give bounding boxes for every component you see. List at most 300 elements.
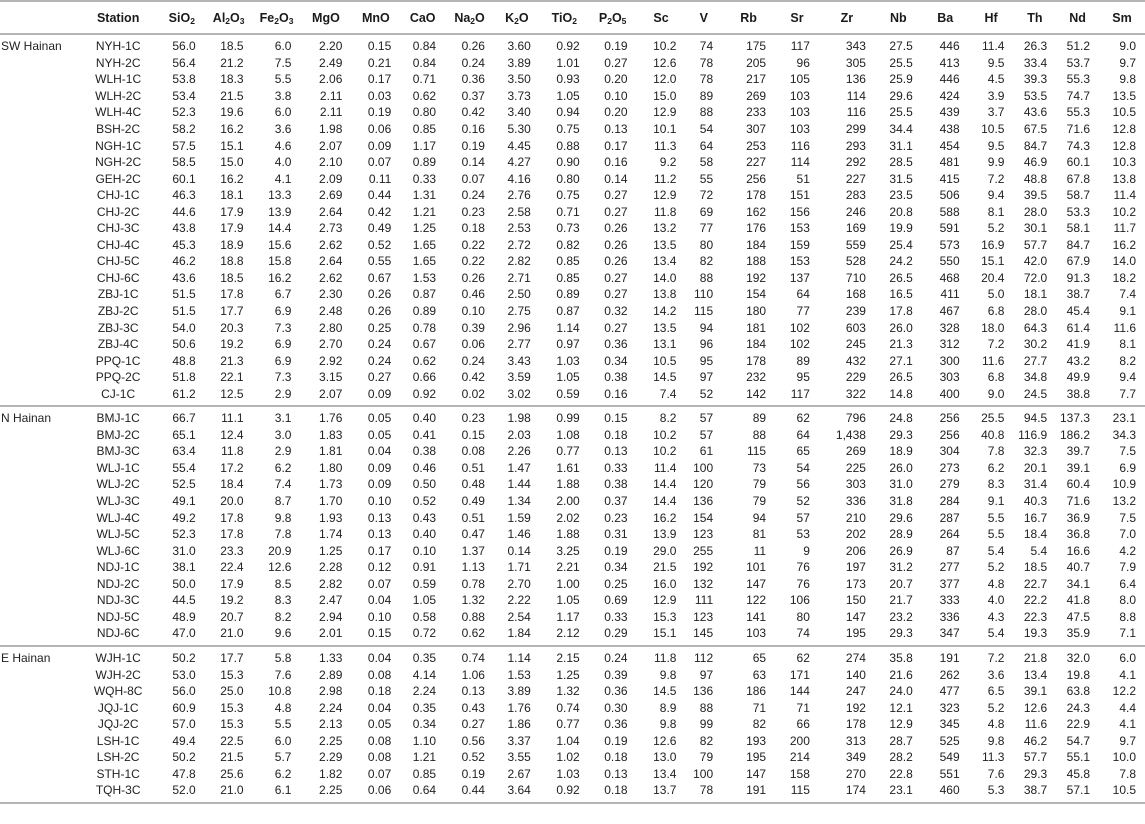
- value-cell: 47.5: [1066, 609, 1091, 624]
- value-cell: 57.5: [172, 138, 196, 153]
- value-cell: 1.25: [319, 543, 343, 558]
- value-cell: 227: [746, 155, 767, 170]
- value-cell: 0.26: [604, 254, 628, 269]
- value-cell: 227: [845, 171, 866, 186]
- value-cell: 55.1: [1066, 750, 1091, 765]
- value-cell: 76: [796, 560, 810, 575]
- value-cell: 147: [746, 766, 767, 781]
- station-cell: BSH-2C: [96, 122, 141, 136]
- value-cell: 3.89: [507, 684, 531, 699]
- value-cell: 0.52: [412, 494, 437, 509]
- value-cell: 11.4: [654, 460, 677, 475]
- value-cell: 94: [699, 320, 714, 335]
- table-row: [0, 170, 1145, 187]
- value-cell: 2.24: [412, 684, 437, 699]
- value-cell: 2.00: [556, 494, 580, 509]
- value-cell: 50.2: [172, 650, 196, 665]
- station-cell: PPQ-1C: [95, 353, 141, 368]
- value-cell: 0.92: [556, 39, 580, 54]
- value-cell: 0.19: [604, 543, 628, 558]
- value-cell: 2.82: [319, 576, 343, 591]
- value-cell: 7.2: [987, 171, 1005, 186]
- value-cell: 3.55: [507, 750, 531, 765]
- value-cell: 10.1: [653, 122, 677, 136]
- value-cell: 305: [845, 55, 866, 70]
- value-cell: 0.13: [604, 766, 628, 781]
- value-cell: 22.3: [1023, 609, 1048, 624]
- value-cell: 1.10: [412, 733, 437, 748]
- value-cell: 345: [939, 717, 960, 732]
- value-cell: 1.65: [412, 237, 437, 252]
- value-cell: 54: [699, 122, 714, 136]
- value-cell: 53.3: [1066, 204, 1091, 219]
- value-cell: 16.6: [1066, 543, 1091, 558]
- value-cell: 255: [693, 543, 714, 558]
- value-cell: 0.30: [604, 700, 628, 715]
- column-header: MgO: [300, 1, 351, 34]
- table-header-row: [0, 1, 1145, 34]
- value-cell: 0.24: [604, 650, 628, 665]
- value-cell: 0.42: [367, 204, 392, 219]
- value-cell: 34.8: [1023, 370, 1048, 385]
- value-cell: 50.2: [172, 750, 196, 765]
- value-cell: 347: [922, 625, 969, 646]
- table-row: [0, 683, 1145, 700]
- region-cell: [0, 154, 77, 171]
- value-cell: 0.94: [556, 105, 580, 120]
- value-cell: 40.3: [1023, 494, 1048, 509]
- value-cell: 22.2: [1023, 593, 1048, 608]
- value-cell: 312: [939, 337, 960, 352]
- station-cell: WLH-4C: [95, 105, 142, 120]
- value-cell: 36.8: [1066, 527, 1091, 542]
- value-cell: 3.0: [274, 427, 292, 442]
- column-header: Th: [1013, 1, 1056, 34]
- value-cell: 0.97: [556, 337, 580, 352]
- station-cell: CJ-1C: [77, 385, 158, 406]
- table-row: [0, 732, 1145, 749]
- value-cell: 7.0: [1119, 527, 1136, 542]
- value-cell: 23.3: [220, 543, 244, 558]
- value-cell: 4.14: [412, 667, 437, 682]
- value-cell: 1.53: [412, 270, 437, 285]
- value-cell: 2.25: [319, 733, 343, 748]
- value-cell: 0.17: [367, 543, 392, 558]
- value-cell: 2.28: [319, 560, 343, 575]
- value-cell: 14.4: [653, 477, 677, 492]
- value-cell: 12.6: [653, 733, 677, 748]
- table-row: [0, 303, 1145, 320]
- value-cell: 1.21: [412, 204, 437, 219]
- value-cell: 22.8: [889, 766, 913, 781]
- value-cell: 39.5: [1023, 188, 1048, 203]
- value-cell: 4.4: [1119, 700, 1136, 715]
- value-cell: 13.8: [1112, 171, 1136, 186]
- value-cell: 0.26: [604, 221, 628, 236]
- value-cell: 0.34: [604, 560, 628, 575]
- value-cell: 88: [699, 105, 714, 120]
- value-cell: 0.82: [556, 237, 580, 252]
- value-cell: 206: [845, 543, 866, 558]
- value-cell: 4.1: [1119, 717, 1136, 732]
- value-cell: 28.7: [889, 733, 913, 748]
- value-cell: 100: [693, 766, 714, 781]
- value-cell: 11.6: [1113, 320, 1136, 335]
- value-cell: 116: [846, 105, 866, 120]
- value-cell: 33.4: [1023, 55, 1048, 70]
- value-cell: 31.1: [889, 138, 913, 153]
- value-cell: 1.14: [556, 320, 580, 335]
- value-cell: 0.64: [400, 782, 445, 803]
- value-cell: 12.6: [653, 55, 677, 70]
- value-cell: 115: [746, 444, 767, 459]
- value-cell: 377: [939, 576, 960, 591]
- value-cell: 0.85: [556, 270, 580, 285]
- value-cell: 147: [845, 609, 866, 624]
- value-cell: 3.50: [507, 72, 531, 87]
- value-cell: 460: [922, 782, 969, 803]
- value-cell: 0.07: [367, 766, 392, 781]
- value-cell: 28.0: [1023, 204, 1048, 219]
- value-cell: 6.4: [1119, 576, 1136, 591]
- value-cell: 1.47: [507, 460, 531, 475]
- value-cell: 23.1: [1112, 411, 1136, 426]
- value-cell: 4.0: [987, 593, 1005, 608]
- value-cell: 11.4: [981, 39, 1005, 54]
- value-cell: 16.2: [220, 171, 244, 186]
- station-cell: ZBJ-3C: [97, 320, 139, 335]
- value-cell: 123: [693, 609, 714, 624]
- value-cell: 0.08: [367, 733, 392, 748]
- value-cell: 0.36: [604, 717, 628, 732]
- value-cell: 2.82: [507, 254, 531, 269]
- value-cell: 77: [796, 304, 810, 319]
- value-cell: 0.33: [412, 171, 437, 186]
- value-cell: 115: [775, 782, 819, 803]
- value-cell: 0.89: [412, 155, 437, 170]
- value-cell: 1.98: [507, 411, 531, 426]
- value-cell: 0.92: [540, 782, 589, 803]
- value-cell: 303: [845, 477, 866, 492]
- region-cell: [0, 699, 77, 716]
- value-cell: 74: [775, 625, 819, 646]
- value-cell: 0.25: [367, 320, 392, 335]
- value-cell: 21.7: [889, 593, 913, 608]
- value-cell: 178: [746, 353, 767, 368]
- value-cell: 17.7: [220, 650, 244, 665]
- value-cell: 247: [845, 684, 866, 699]
- value-cell: 16.2: [268, 270, 292, 285]
- station-cell: LSH-1C: [96, 733, 140, 748]
- value-cell: 17.7: [220, 304, 244, 319]
- value-cell: 1.03: [556, 766, 580, 781]
- value-cell: 178: [845, 717, 866, 732]
- value-cell: 269: [746, 88, 767, 103]
- value-cell: 100: [693, 460, 714, 475]
- column-header: $Fe_2O_3$: [253, 1, 301, 34]
- value-cell: 184: [746, 237, 767, 252]
- value-cell: 292: [845, 155, 866, 170]
- station-cell: NDJ-3C: [96, 593, 140, 608]
- value-cell: 24.5: [1013, 385, 1056, 406]
- table-row: [0, 646, 1145, 667]
- station-cell: WLJ-4C: [96, 510, 140, 525]
- value-cell: 1.59: [507, 510, 531, 525]
- value-cell: 1.25: [412, 221, 437, 236]
- value-cell: 29.0: [653, 543, 677, 558]
- value-cell: 0.88: [556, 138, 580, 153]
- value-cell: 200: [789, 733, 810, 748]
- value-cell: 13.4: [653, 254, 677, 269]
- value-cell: 8.5: [274, 576, 292, 591]
- value-cell: 343: [845, 39, 866, 54]
- value-cell: 13.2: [1112, 494, 1136, 509]
- value-cell: 269: [845, 444, 866, 459]
- value-cell: 1.06: [461, 667, 485, 682]
- table-row: [0, 749, 1145, 766]
- value-cell: 180: [746, 304, 767, 319]
- value-cell: 2.71: [507, 270, 531, 285]
- value-cell: 0.49: [367, 221, 392, 236]
- value-cell: 11.8: [221, 444, 244, 459]
- value-cell: 2.22: [507, 593, 531, 608]
- value-cell: 0.43: [461, 700, 485, 715]
- value-cell: 0.24: [367, 337, 392, 352]
- value-cell: 0.71: [412, 72, 437, 87]
- value-cell: 16.2: [653, 510, 677, 525]
- value-cell: 7.6: [987, 766, 1005, 781]
- value-cell: 19.6: [220, 105, 244, 120]
- value-cell: 0.04: [367, 700, 392, 715]
- value-cell: 0.03: [367, 88, 392, 103]
- station-cell: NDJ-2C: [96, 576, 140, 591]
- region-cell: [0, 55, 77, 72]
- value-cell: 0.26: [367, 287, 392, 302]
- value-cell: 0.44: [367, 188, 392, 203]
- value-cell: 20.3: [220, 320, 244, 335]
- value-cell: 175: [746, 39, 767, 54]
- value-cell: 94.5: [1023, 411, 1048, 426]
- value-cell: 10.2: [653, 427, 677, 442]
- value-cell: 16.0: [653, 576, 677, 591]
- value-cell: 1.80: [319, 460, 343, 475]
- value-cell: 38.8: [1056, 385, 1099, 406]
- region-cell: [0, 732, 77, 749]
- value-cell: 26.3: [1023, 39, 1048, 54]
- value-cell: 1.31: [412, 188, 437, 203]
- value-cell: 67.5: [1023, 122, 1048, 136]
- column-header: [0, 1, 77, 34]
- table-row: [0, 369, 1145, 386]
- value-cell: 25.9: [889, 72, 913, 87]
- value-cell: 12.8: [1112, 122, 1136, 136]
- value-cell: 24.2: [889, 254, 913, 269]
- region-cell: [0, 303, 77, 320]
- region-cell: [0, 782, 77, 803]
- value-cell: 51.5: [172, 304, 196, 319]
- value-cell: 217: [746, 72, 767, 87]
- value-cell: 65: [796, 444, 810, 459]
- value-cell: 446: [939, 72, 960, 87]
- value-cell: 0.15: [367, 39, 392, 54]
- value-cell: 0.18: [461, 221, 485, 236]
- value-cell: 14.4: [268, 221, 292, 236]
- value-cell: 21.6: [889, 667, 913, 682]
- value-cell: 46.9: [1023, 155, 1048, 170]
- station-cell: CHJ-4C: [96, 237, 140, 252]
- value-cell: 64.3: [1023, 320, 1048, 335]
- value-cell: 29.6: [889, 88, 913, 103]
- value-cell: 0.39: [604, 667, 628, 682]
- value-cell: 195: [746, 750, 767, 765]
- value-cell: 18.1: [220, 188, 244, 203]
- value-cell: 2.53: [507, 221, 531, 236]
- value-cell: 28.5: [889, 155, 913, 170]
- value-cell: 0.74: [556, 700, 580, 715]
- value-cell: 62: [796, 650, 810, 665]
- value-cell: 52: [796, 494, 810, 509]
- column-header: Sm: [1099, 1, 1145, 34]
- value-cell: 549: [939, 750, 960, 765]
- value-cell: 313: [845, 733, 866, 748]
- value-cell: 12.9: [889, 717, 913, 732]
- value-cell: 191: [939, 650, 960, 665]
- value-cell: 81: [752, 527, 767, 542]
- station-cell: ZBJ-4C: [97, 337, 139, 352]
- value-cell: 0.29: [589, 625, 637, 646]
- value-cell: 0.59: [540, 385, 589, 406]
- value-cell: 88: [699, 700, 714, 715]
- region-cell: [0, 121, 77, 138]
- value-cell: 15.6: [268, 237, 292, 252]
- value-cell: 232: [746, 370, 767, 385]
- station-cell: NDJ-5C: [96, 609, 140, 624]
- value-cell: 12.0: [653, 72, 677, 87]
- value-cell: 9.7: [1119, 55, 1136, 70]
- value-cell: 0.27: [367, 370, 392, 385]
- value-cell: 2.96: [507, 320, 531, 335]
- value-cell: 11.6: [981, 353, 1005, 368]
- value-cell: 0.33: [604, 460, 628, 475]
- value-cell: 9.0: [1119, 39, 1136, 54]
- value-cell: 27.1: [889, 353, 913, 368]
- value-cell: 9.8: [659, 667, 677, 682]
- value-cell: 8.2: [1119, 353, 1136, 368]
- value-cell: 11.3: [981, 750, 1005, 765]
- value-cell: 274: [845, 650, 866, 665]
- region-cell: [0, 270, 77, 287]
- value-cell: 53.4: [172, 88, 196, 103]
- value-cell: 2.98: [319, 684, 343, 699]
- value-cell: 66: [796, 717, 810, 732]
- column-header: $K_2O$: [494, 1, 540, 34]
- value-cell: 0.46: [412, 460, 437, 475]
- region-cell: [0, 716, 77, 733]
- value-cell: 78: [699, 72, 714, 87]
- value-cell: 588: [939, 204, 960, 219]
- value-cell: 14.5: [653, 684, 677, 699]
- value-cell: 20.8: [889, 204, 913, 219]
- value-cell: 19.2: [220, 593, 244, 608]
- value-cell: 17.8: [220, 527, 244, 542]
- value-cell: 3.6: [987, 667, 1005, 682]
- value-cell: 24.8: [889, 411, 913, 426]
- region-cell: [0, 253, 77, 270]
- value-cell: 12.4: [220, 427, 244, 442]
- value-cell: 2.50: [507, 287, 531, 302]
- table-row: [0, 576, 1145, 593]
- value-cell: 57.7: [1023, 237, 1048, 252]
- value-cell: 20.4: [981, 270, 1005, 285]
- value-cell: 48.8: [1023, 171, 1048, 186]
- value-cell: 9.8: [659, 717, 677, 732]
- value-cell: 40.8: [981, 427, 1005, 442]
- value-cell: 21.5: [653, 560, 677, 575]
- value-cell: 0.16: [461, 122, 485, 136]
- value-cell: 591: [939, 221, 960, 236]
- value-cell: 34.3: [1112, 427, 1136, 442]
- region-cell: [0, 286, 77, 303]
- value-cell: 52: [685, 385, 722, 406]
- value-cell: 551: [939, 766, 960, 781]
- value-cell: 1.61: [556, 460, 580, 475]
- value-cell: 0.18: [589, 782, 637, 803]
- value-cell: 191: [722, 782, 775, 803]
- table-row: [0, 253, 1145, 270]
- value-cell: 7.6: [274, 667, 292, 682]
- value-cell: 3.60: [507, 39, 531, 54]
- value-cell: 38.7: [1013, 782, 1056, 803]
- value-cell: 10.8: [268, 684, 292, 699]
- value-cell: 23.1: [875, 782, 922, 803]
- value-cell: 1.70: [319, 494, 343, 509]
- value-cell: 336: [845, 494, 866, 509]
- value-cell: 1.34: [507, 494, 531, 509]
- value-cell: 3.6: [274, 122, 292, 136]
- value-cell: 0.85: [412, 766, 437, 781]
- station-cell: TQH-3C: [77, 782, 158, 803]
- value-cell: 0.24: [461, 188, 485, 203]
- column-header: Ba: [922, 1, 969, 34]
- value-cell: 186: [746, 684, 767, 699]
- value-cell: 0.38: [604, 370, 628, 385]
- value-cell: 173: [845, 576, 866, 591]
- value-cell: 71: [752, 700, 767, 715]
- value-cell: 205: [746, 55, 767, 70]
- value-cell: 89: [699, 88, 714, 103]
- value-cell: 0.49: [461, 494, 485, 509]
- table-body: [0, 34, 1145, 803]
- table-row: [0, 666, 1145, 683]
- value-cell: 1.14: [507, 650, 531, 665]
- value-cell: 27.5: [889, 39, 913, 54]
- value-cell: 51.2: [1066, 39, 1091, 54]
- station-cell: WLH-2C: [95, 88, 142, 103]
- value-cell: 1.33: [319, 650, 343, 665]
- value-cell: 88: [752, 427, 767, 442]
- value-cell: 4.16: [507, 171, 531, 186]
- value-cell: 0.26: [604, 237, 628, 252]
- value-cell: 24.0: [889, 684, 913, 699]
- value-cell: 287: [939, 510, 960, 525]
- value-cell: 328: [939, 320, 960, 335]
- value-cell: 0.27: [604, 287, 628, 302]
- value-cell: 162: [746, 204, 767, 219]
- table-row: [0, 71, 1145, 88]
- value-cell: 58.7: [1066, 188, 1091, 203]
- value-cell: 0.19: [604, 39, 628, 54]
- region-cell: [0, 542, 77, 559]
